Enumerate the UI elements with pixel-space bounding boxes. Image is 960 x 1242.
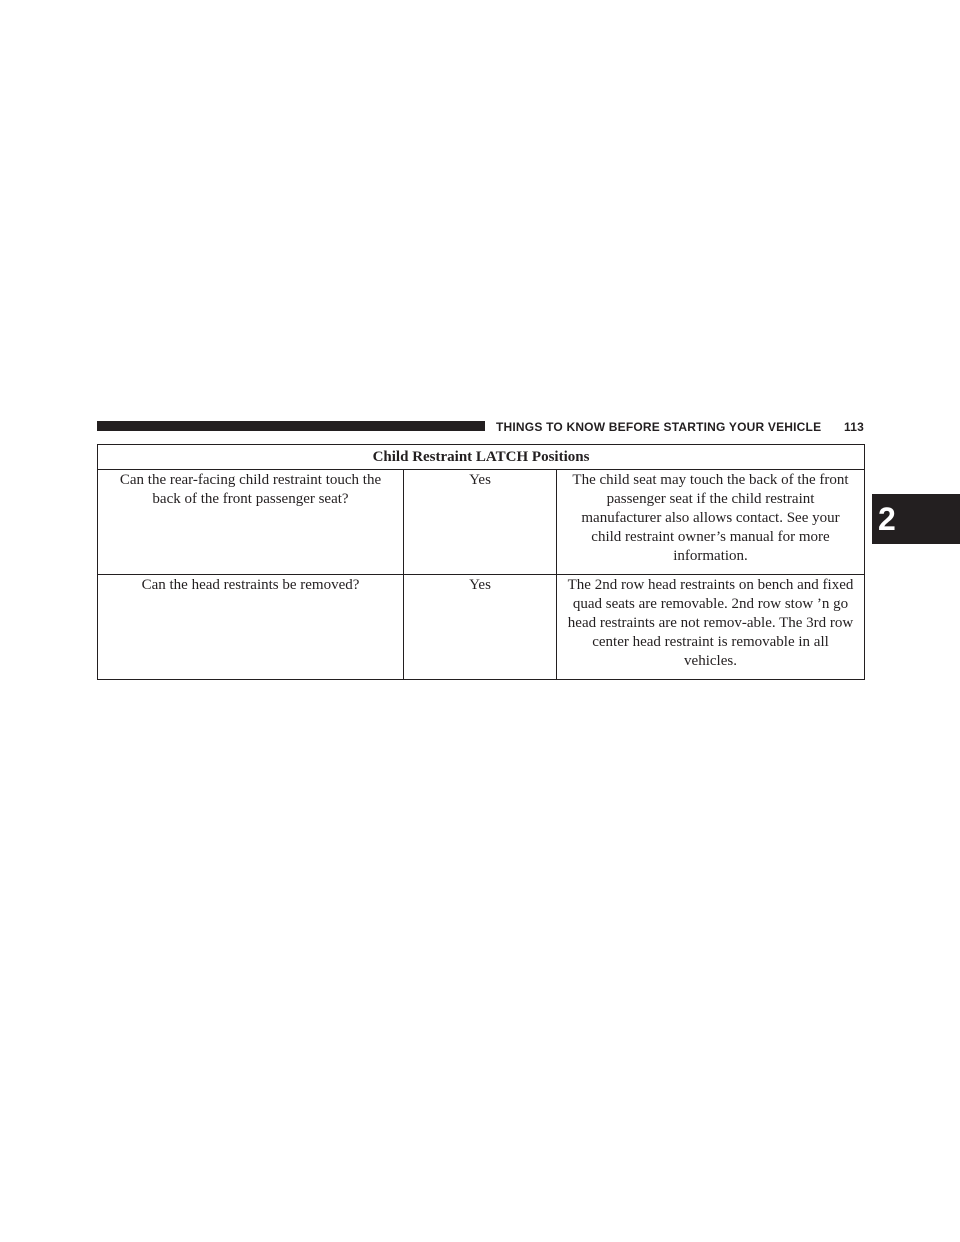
- answer-cell: Yes: [404, 575, 557, 680]
- table-caption-row: [98, 445, 865, 470]
- running-header: [496, 418, 864, 436]
- table-row: [98, 470, 865, 575]
- table-row: [98, 575, 865, 680]
- page-number: 113: [844, 420, 864, 434]
- section-title: THINGS TO KNOW BEFORE STARTING YOUR VEHICLE: [496, 420, 822, 434]
- answer-cell: Yes: [404, 470, 557, 575]
- chapter-tab: 2: [872, 494, 960, 544]
- question-cell: Can the rear-facing child restraint touch the back of the front passenger seat?: [98, 470, 404, 575]
- table-caption: Child Restraint LATCH Positions: [98, 445, 865, 470]
- latch-positions-table: [97, 444, 865, 680]
- note-cell: The child seat may touch the back of the front passenger seat if the child restraint manufacturer also allows contact. See your child restraint owner’s manual for more information.: [557, 470, 865, 575]
- header-rule: [97, 421, 485, 431]
- note-cell: The 2nd row head restraints on bench and fixed quad seats are removable. 2nd row stow ’n go head restraints are not remov-able. The 3rd row center head restraint is removable in all vehicles.: [557, 575, 865, 680]
- question-cell: Can the head restraints be removed?: [98, 575, 404, 680]
